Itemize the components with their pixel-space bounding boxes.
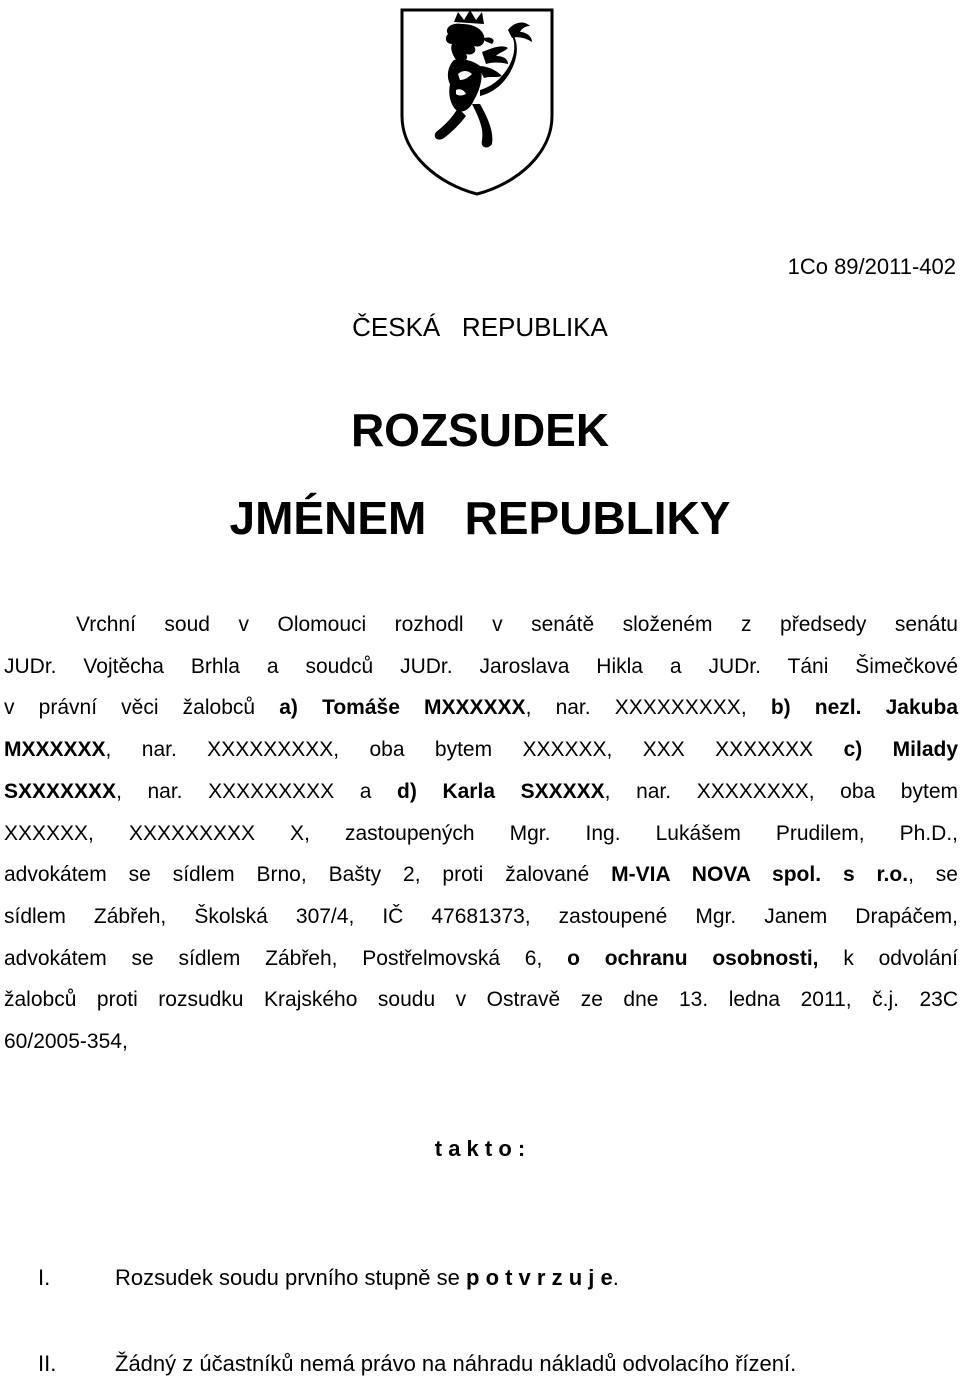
intro-text: advokátem se sídlem Brno, Bašty 2, proti žalované	[4, 863, 612, 887]
intro-line	[4, 896, 958, 938]
plaintiff-d-name: d) Karla SXXXXX	[397, 779, 605, 803]
intro-line	[4, 604, 958, 646]
intro-text: , se	[908, 863, 958, 887]
intro-text: advokátem se sídlem Zábřeh, Postřelmovská 6,	[4, 946, 568, 970]
verdict-number: I.	[38, 1265, 51, 1290]
intro-paragraph	[4, 604, 958, 1063]
verdict-item	[38, 1265, 619, 1291]
case-number: 1Co 89/2011-402	[787, 254, 956, 279]
intro-text: , nar. XXXXXXXXX,	[525, 696, 771, 720]
verdict-item	[38, 1351, 796, 1377]
intro-text: sídlem Zábřeh, Školská 307/4, IČ 47681373, zastoupené Mgr. Janem Drapáčem,	[4, 904, 958, 928]
intro-text: XXXXXX, XXXXXXXXX X, zastoupených Mgr. Ing. Lukášem Prudilem, Ph.D.,	[4, 821, 958, 845]
intro-text: v právní věci žalobců	[4, 696, 280, 720]
document-subtitle: JMÉNEM REPUBLIKY	[229, 492, 731, 544]
intro-line	[4, 813, 958, 855]
verdict-text: Rozsudek soudu prvního stupně se	[115, 1265, 467, 1290]
verdict-tail: .	[612, 1265, 619, 1290]
intro-line	[4, 729, 958, 771]
verdict-number: II.	[38, 1351, 57, 1376]
intro-text: k odvolání	[818, 946, 959, 970]
intro-text: , nar. XXXXXXXX, oba bytem	[604, 779, 958, 803]
intro-text: 60/2005-354,	[4, 1030, 128, 1054]
intro-text: , nar. XXXXXXXXX a	[116, 779, 398, 803]
plaintiff-c-surname: SXXXXXXX	[4, 779, 117, 803]
intro-text: žalobců proti rozsudku Krajského soudu v Ostravě ze dne 13. ledna 2011, č.j. 23C	[4, 988, 958, 1012]
intro-line	[4, 771, 958, 813]
case-subject: o ochranu osobnosti,	[567, 946, 819, 970]
intro-text: , nar. XXXXXXXXX, oba bytem XXXXXX, XXX XXXXXXX	[105, 738, 844, 762]
plaintiff-b-surname: MXXXXXX	[4, 738, 106, 762]
verdict-heading: t a k t o :	[434, 1136, 526, 1161]
plaintiff-a-name: a) Tomáše MXXXXXX	[279, 696, 526, 720]
intro-line	[4, 646, 958, 688]
intro-line	[4, 938, 958, 980]
defendant-name: M-VIA NOVA spol. s r.o.	[611, 863, 909, 887]
plaintiff-b-name: b) nezl. Jakuba	[770, 696, 958, 720]
intro-line	[4, 1021, 958, 1063]
intro-line	[4, 687, 958, 729]
document-title: ROZSUDEK	[350, 404, 610, 456]
intro-text: JUDr. Vojtěcha Brhla a soudců JUDr. Jaroslava Hikla a JUDr. Táni Šimečkové	[4, 654, 958, 678]
country-name: ČESKÁ REPUBLIKA	[352, 312, 608, 342]
intro-line	[4, 979, 958, 1021]
plaintiff-c-name: c) Milady	[843, 738, 959, 762]
verdict-text: Žádný z účastníků nemá právo na náhradu nákladů odvolacího řízení.	[115, 1351, 797, 1376]
intro-text: Vrchní soud v Olomouci rozhodl v senátě složeném z předsedy senátu	[76, 613, 958, 636]
intro-line	[4, 854, 958, 896]
state-emblem-lion-icon	[396, 4, 558, 198]
verdict-emphasis: p o t v r z u j e	[466, 1265, 613, 1290]
